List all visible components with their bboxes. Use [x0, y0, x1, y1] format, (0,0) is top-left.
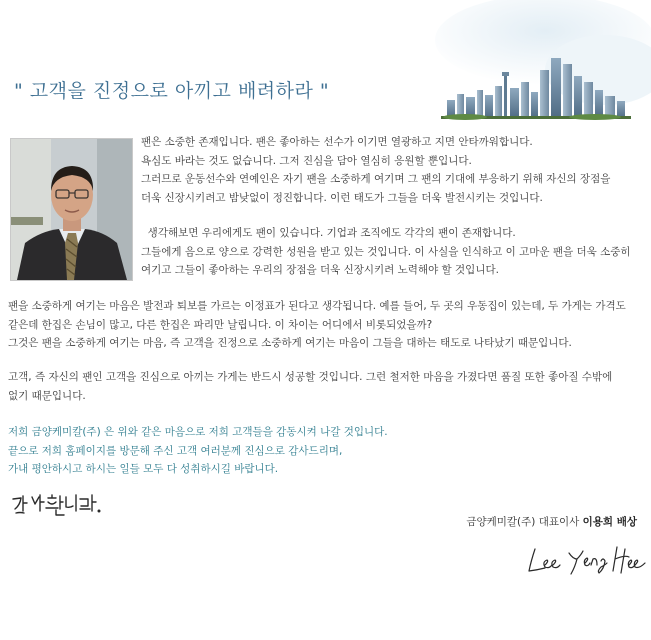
text-line: 생각해보면 우리에게도 팬이 있습니다. 기업과 조직에도 각각의 팬이 존재합니다. [141, 227, 516, 239]
handwritten-thanks-image [10, 489, 102, 519]
text-line: 그들에게 음으로 양으로 강력한 성원을 받고 있는 것입니다. 이 사실을 인식하고 이 고마운 팬을 더욱 소중히 [141, 245, 631, 258]
text-line: 여기고 그들이 좋아하는 우리의 장점을 더욱 신장시키려 노력해야 할 것입니다. [141, 264, 499, 276]
text-line: 팬은 소중한 존재입니다. 팬은 좋아하는 선수가 이기면 열광하고 지면 안타까워합니다. [141, 136, 533, 148]
text-line: 그러므로 운동선수와 연예인은 자기 팬을 소중하게 여기며 그 팬의 기대에 부응하기 위해 자신의 장점을 [141, 173, 611, 185]
text-line: 더욱 신장시키려고 밤낮없이 정진합니다. 이런 태도가 그들을 더욱 발전시키는 것입니다. [141, 191, 543, 204]
message-paragraph-3 [8, 297, 626, 353]
ceo-portrait-photo [10, 138, 133, 281]
text-line: 욕심도 바라는 것도 없습니다. 그저 진심을 담아 열심히 응원할 뿐입니다. [141, 154, 472, 167]
message-paragraph-1 [141, 133, 610, 207]
text-line: 고객, 즉 자신의 팬인 고객을 진심으로 아끼는 가게는 반드시 성공할 것입니다. 그런 철저한 마음을 가졌다면 품질 또한 좋아질 수밖에 [8, 371, 613, 383]
text-line: 가내 평안하시고 하시는 일들 모두 다 성취하시길 바랍니다. [8, 463, 279, 475]
ceo-name: 이용희 배상 [582, 516, 637, 528]
text-line: 없기 때문입니다. [8, 389, 86, 402]
text-line: 그것은 팬을 소중하게 여기는 마음, 즉 고객을 진정으로 소중하게 여기는 마음이 그들을 대하는 태도로 나타났기 때문입니다. [8, 337, 572, 349]
text-line: 팬을 소중하게 여기는 마음은 발전과 퇴보를 가르는 이정표가 된다고 생각됩니다. 예를 들어, 두 곳의 우동집이 있는데, 두 가게는 가격도 [8, 300, 626, 312]
text-line: 같은데 한집은 손님이 많고, 다른 한집은 파리만 날립니다. 이 차이는 어디에서 비롯되었을까? [8, 318, 433, 331]
message-paragraph-2 [141, 224, 631, 280]
ceo-signature-line [466, 514, 637, 529]
message-paragraph-4 [8, 368, 612, 405]
page-title: " 고객을 진정으로 아끼고 배려하라 " [14, 80, 330, 102]
handwritten-signature-image [525, 543, 649, 577]
text-line: 저희 금양케미칼(주) 은 위와 같은 마음으로 저희 고객들을 감동시켜 나갈 것입니다. [8, 426, 388, 438]
company-role: 금양케미칼(주) 대표이사 [466, 516, 583, 528]
text-line: 끝으로 저희 홈페이지를 방문해 주신 고객 여러분께 진심으로 감사드리며, [8, 444, 343, 457]
city-skyline-image [395, 0, 651, 128]
closing-paragraph-highlight [8, 423, 388, 479]
